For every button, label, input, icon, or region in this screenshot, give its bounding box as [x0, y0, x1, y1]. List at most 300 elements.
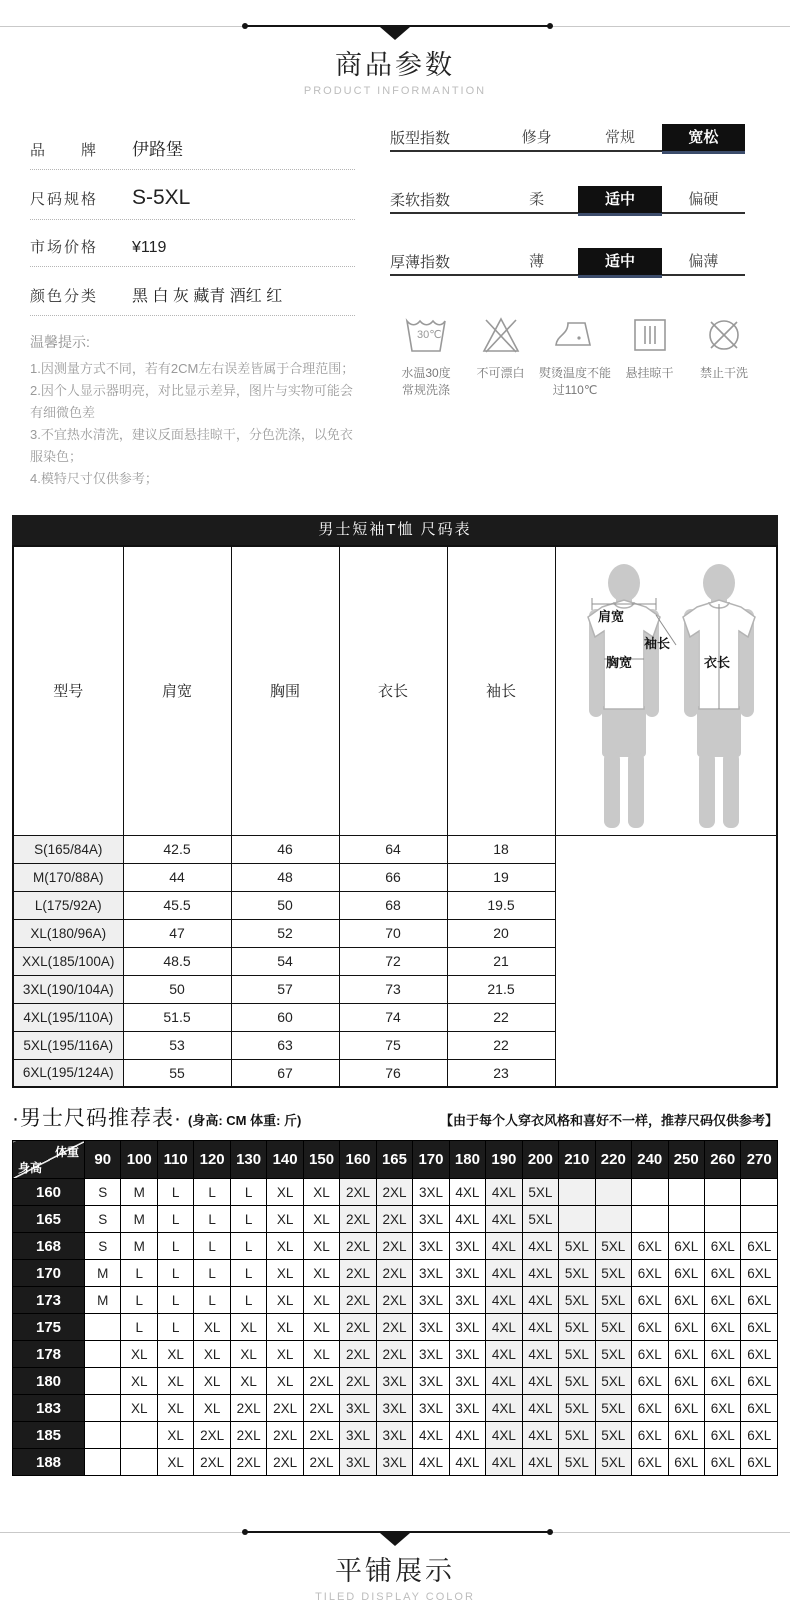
size-value-cell: 63 [231, 1031, 339, 1059]
recommend-row [13, 1395, 778, 1422]
recommend-size-cell: 5XL [595, 1449, 631, 1476]
recommend-size-cell: 5XL [595, 1341, 631, 1368]
footer-title: 平铺展示 [335, 1556, 455, 1587]
recommend-size-cell: 5XL [559, 1368, 595, 1395]
recommend-size-cell: 3XL [376, 1422, 412, 1449]
size-value-cell: 70 [339, 919, 447, 947]
size-value-cell: 52 [231, 919, 339, 947]
tips-line: 3.不宜热水清洗，建议反面悬挂晾干，分色洗涤，以免衣服染色； [30, 427, 353, 465]
recommend-size-cell: 5XL [595, 1422, 631, 1449]
recommend-size-cell: 4XL [486, 1341, 522, 1368]
info-value: 伊路堡 [132, 140, 183, 159]
recommend-side-note: 【由于每个人穿衣风格和喜好不一样，推荐尺码仅供参考】 [439, 1113, 778, 1129]
diagram-label-shoulder: 肩宽 [597, 608, 624, 624]
care-item [465, 311, 537, 400]
care-icons-row [390, 311, 760, 400]
svg-text:30℃: 30℃ [417, 329, 442, 341]
size-value-cell: 20 [447, 919, 555, 947]
recommend-size-cell: 3XL [340, 1395, 376, 1422]
height-header-cell: 185 [13, 1422, 85, 1449]
recommend-size-cell: 5XL [559, 1260, 595, 1287]
recommend-size-cell: 4XL [486, 1395, 522, 1422]
col-header-shoulder: 肩宽 [123, 546, 231, 836]
recommend-size-cell: XL [157, 1341, 193, 1368]
size-value-cell: 19 [447, 863, 555, 891]
recommend-size-cell [595, 1179, 631, 1206]
recommend-size-cell: L [194, 1287, 230, 1314]
size-model-cell: 3XL(190/104A) [13, 975, 123, 1003]
col-header-sleeve: 袖长 [447, 546, 555, 836]
tips-line: 1.因测量方式不同，若有2CM左右误差皆属于合理范围； [30, 361, 355, 376]
size-value-cell: 47 [123, 919, 231, 947]
size-value-cell: 50 [231, 891, 339, 919]
col-header-chest: 胸围 [231, 546, 339, 836]
weight-header-cell: 240 [632, 1141, 668, 1179]
index-row [390, 125, 745, 152]
index-option: 柔 [529, 191, 545, 208]
recommend-size-cell: 2XL [376, 1260, 412, 1287]
recommend-size-cell [559, 1179, 595, 1206]
recommend-row [13, 1314, 778, 1341]
recommend-size-cell: 2XL [376, 1179, 412, 1206]
info-label: 品牌 [30, 142, 96, 159]
recommend-size-cell: 5XL [559, 1341, 595, 1368]
weight-header-cell: 200 [522, 1141, 558, 1179]
recommend-size-cell: 6XL [741, 1287, 778, 1314]
size-value-cell: 50 [123, 975, 231, 1003]
recommend-size-cell: 4XL [449, 1179, 485, 1206]
recommend-row [13, 1179, 778, 1206]
recommend-size-cell: 2XL [303, 1449, 339, 1476]
recommend-size-cell: 4XL [522, 1368, 558, 1395]
index-rows [390, 125, 760, 276]
weight-header-cell: 120 [194, 1141, 230, 1179]
recommend-size-cell: 4XL [522, 1287, 558, 1314]
index-option-active: 适中 [578, 186, 661, 213]
recommend-size-cell: 2XL [376, 1206, 412, 1233]
recommend-size-cell: 6XL [632, 1395, 668, 1422]
recommend-size-cell: L [230, 1179, 266, 1206]
recommend-size-cell: L [121, 1314, 157, 1341]
recommend-size-cell [121, 1449, 157, 1476]
recommend-size-cell: XL [157, 1422, 193, 1449]
recommend-size-cell: L [230, 1260, 266, 1287]
weight-header-cell: 210 [559, 1141, 595, 1179]
info-label: 尺码规格 [30, 191, 96, 208]
recommend-size-cell: M [121, 1179, 157, 1206]
recommend-size-cell: 6XL [741, 1260, 778, 1287]
recommend-size-cell: 4XL [486, 1422, 522, 1449]
recommend-size-cell: 6XL [668, 1449, 704, 1476]
recommend-size-cell: 4XL [486, 1449, 522, 1476]
recommend-size-cell: 2XL [340, 1314, 376, 1341]
recommend-size-cell: XL [121, 1368, 157, 1395]
info-value: 黑 白 灰 藏青 酒红 红 [132, 288, 283, 305]
size-table-row [13, 1031, 777, 1059]
size-value-cell: 75 [339, 1031, 447, 1059]
weight-header-cell: 160 [340, 1141, 376, 1179]
recommend-size-cell: XL [121, 1341, 157, 1368]
recommend-size-cell: 3XL [449, 1395, 485, 1422]
recommend-size-cell: 5XL [595, 1233, 631, 1260]
diagram-label-length: 衣长 [703, 654, 730, 670]
size-value-cell: 19.5 [447, 891, 555, 919]
recommend-size-cell: 4XL [413, 1449, 449, 1476]
weight-header-cell: 190 [486, 1141, 522, 1179]
recommend-size-cell: 6XL [741, 1233, 778, 1260]
care-label [614, 365, 686, 382]
recommend-size-cell: XL [267, 1206, 303, 1233]
product-info-rows [30, 125, 355, 316]
index-option-active: 适中 [578, 248, 661, 275]
size-value-cell: 54 [231, 947, 339, 975]
recommend-size-cell: 6XL [668, 1287, 704, 1314]
size-value-cell: 57 [231, 975, 339, 1003]
divider-triangle-icon [380, 1533, 410, 1546]
care-label [465, 365, 537, 382]
recommend-size-cell: M [85, 1287, 121, 1314]
height-header-cell: 165 [13, 1206, 85, 1233]
info-row [30, 273, 355, 316]
recommend-size-cell [668, 1179, 704, 1206]
recommend-size-cell: XL [194, 1341, 230, 1368]
recommend-row [13, 1260, 778, 1287]
recommend-size-cell: 6XL [632, 1233, 668, 1260]
recommend-size-cell: 6XL [704, 1287, 740, 1314]
size-table-row [13, 1003, 777, 1031]
corner-height-label: 身高 [18, 1161, 43, 1176]
recommend-size-cell: XL [194, 1314, 230, 1341]
recommend-size-cell: 2XL [230, 1449, 266, 1476]
product-params-header [0, 0, 790, 97]
recommend-size-cell: 4XL [486, 1233, 522, 1260]
info-row [30, 176, 355, 220]
recommend-size-cell: L [121, 1260, 157, 1287]
index-label: 厚薄指数 [390, 254, 451, 271]
recommend-size-cell: 3XL [376, 1368, 412, 1395]
recommend-size-cell: XL [194, 1395, 230, 1422]
recommend-size-cell: 2XL [194, 1422, 230, 1449]
recommend-size-cell: 6XL [704, 1422, 740, 1449]
recommend-size-cell: 6XL [668, 1341, 704, 1368]
size-value-cell: 73 [339, 975, 447, 1003]
tips-line: 2.因个人显示器明亮，对比显示差异，图片与实物可能会有细微色差 [30, 383, 353, 421]
index-options [495, 248, 745, 275]
height-header-cell: 180 [13, 1368, 85, 1395]
recommend-size-cell: 3XL [413, 1287, 449, 1314]
height-header-cell: 188 [13, 1449, 85, 1476]
page-subtitle: PRODUCT INFORMANTION [303, 85, 487, 97]
recommend-size-cell: 4XL [522, 1422, 558, 1449]
recommend-size-cell: XL [267, 1341, 303, 1368]
recommend-size-cell: 2XL [303, 1395, 339, 1422]
weight-header-cell: 250 [668, 1141, 704, 1179]
index-option: 偏硬 [688, 191, 719, 208]
size-table-row [13, 1059, 777, 1087]
recommend-size-cell: 3XL [449, 1287, 485, 1314]
size-value-cell: 18 [447, 835, 555, 863]
index-label: 版型指数 [390, 130, 451, 147]
size-value-cell: 22 [447, 1031, 555, 1059]
size-model-cell: XXL(185/100A) [13, 947, 123, 975]
recommend-size-cell: L [230, 1287, 266, 1314]
recommend-size-cell: 3XL [340, 1422, 376, 1449]
recommend-size-cell: 2XL [340, 1260, 376, 1287]
tshirt-diagram-svg [556, 547, 776, 831]
recommend-size-cell: 3XL [449, 1341, 485, 1368]
size-table [12, 545, 778, 1089]
size-value-cell: 21 [447, 947, 555, 975]
recommend-size-cell: XL [303, 1314, 339, 1341]
care-label-line: 水温30度 [401, 366, 451, 380]
size-value-cell: 53 [123, 1031, 231, 1059]
recommend-size-cell: 3XL [413, 1368, 449, 1395]
recommend-size-cell: 2XL [376, 1287, 412, 1314]
recommend-size-cell: XL [267, 1260, 303, 1287]
recommend-size-cell: 2XL [303, 1368, 339, 1395]
recommend-size-cell: XL [267, 1368, 303, 1395]
recommend-row [13, 1233, 778, 1260]
recommend-size-cell: XL [303, 1287, 339, 1314]
recommend-section [12, 1102, 778, 1476]
recommend-size-cell: M [85, 1260, 121, 1287]
recommend-size-cell: 4XL [449, 1422, 485, 1449]
size-value-cell: 46 [231, 835, 339, 863]
size-table-header-row [13, 546, 777, 836]
recommend-size-cell: 6XL [741, 1395, 778, 1422]
care-item [539, 311, 611, 400]
size-table-row [13, 919, 777, 947]
recommend-size-cell: 3XL [413, 1233, 449, 1260]
size-model-cell: 6XL(195/124A) [13, 1059, 123, 1087]
recommend-size-cell: XL [157, 1449, 193, 1476]
recommend-size-cell: 4XL [522, 1341, 558, 1368]
recommend-size-cell: 5XL [595, 1287, 631, 1314]
no-dryclean-icon [688, 311, 760, 357]
recommend-size-cell: 6XL [632, 1449, 668, 1476]
weight-header-cell: 180 [449, 1141, 485, 1179]
recommend-size-cell [85, 1422, 121, 1449]
recommend-size-cell: S [85, 1206, 121, 1233]
recommend-row [13, 1449, 778, 1476]
index-options [495, 124, 745, 151]
recommend-size-cell: 3XL [376, 1449, 412, 1476]
size-table-row [13, 975, 777, 1003]
recommend-size-cell: L [194, 1233, 230, 1260]
care-label-line: 不可漂白 [476, 366, 525, 380]
size-table-row [13, 835, 777, 863]
recommend-size-cell [741, 1179, 778, 1206]
recommend-size-cell: XL [267, 1314, 303, 1341]
recommend-row [13, 1287, 778, 1314]
diagram-label-chest: 胸宽 [605, 654, 632, 670]
size-value-cell: 22 [447, 1003, 555, 1031]
recommend-size-cell: 5XL [595, 1314, 631, 1341]
recommend-size-cell: 5XL [595, 1260, 631, 1287]
recommend-size-cell: 2XL [340, 1179, 376, 1206]
index-options [495, 186, 745, 213]
recommend-size-cell: 4XL [486, 1260, 522, 1287]
iron-low-icon [539, 311, 611, 357]
recommend-size-cell: 4XL [486, 1206, 522, 1233]
recommend-size-cell [121, 1422, 157, 1449]
recommend-size-cell [85, 1449, 121, 1476]
col-header-length: 衣长 [339, 546, 447, 836]
recommend-size-cell: L [121, 1287, 157, 1314]
recommend-row [13, 1341, 778, 1368]
recommend-size-cell: L [230, 1233, 266, 1260]
recommend-size-cell: L [194, 1260, 230, 1287]
recommend-size-cell: 5XL [595, 1368, 631, 1395]
care-item [614, 311, 686, 400]
size-value-cell: 21.5 [447, 975, 555, 1003]
corner-weight-label: 体重 [54, 1145, 79, 1160]
recommend-size-cell: 6XL [668, 1233, 704, 1260]
corner-cell [13, 1141, 85, 1179]
care-label [688, 365, 760, 382]
weight-header-cell: 270 [741, 1141, 778, 1179]
recommend-table-body [13, 1179, 778, 1476]
size-value-cell: 74 [339, 1003, 447, 1031]
recommend-size-cell: 6XL [741, 1368, 778, 1395]
weight-header-cell: 165 [376, 1141, 412, 1179]
size-value-cell: 42.5 [123, 835, 231, 863]
height-header-cell: 170 [13, 1260, 85, 1287]
size-table-body [13, 835, 777, 1087]
recommend-size-cell: M [121, 1206, 157, 1233]
recommend-size-cell: 5XL [559, 1422, 595, 1449]
recommend-size-cell: 6XL [704, 1260, 740, 1287]
recommend-size-cell: 4XL [449, 1206, 485, 1233]
recommend-size-cell: 4XL [522, 1395, 558, 1422]
recommend-size-cell: XL [267, 1179, 303, 1206]
recommend-size-cell: 6XL [632, 1341, 668, 1368]
care-item [390, 311, 462, 400]
size-value-cell: 44 [123, 863, 231, 891]
recommend-size-cell: 2XL [376, 1233, 412, 1260]
recommend-size-cell: 2XL [376, 1314, 412, 1341]
recommend-size-cell [85, 1341, 121, 1368]
recommend-size-cell: 6XL [704, 1314, 740, 1341]
recommend-size-cell: L [157, 1206, 193, 1233]
height-header-cell: 168 [13, 1233, 85, 1260]
recommend-size-cell [559, 1206, 595, 1233]
recommend-size-cell [85, 1368, 121, 1395]
recommend-size-cell: 4XL [486, 1314, 522, 1341]
recommend-size-cell: XL [303, 1206, 339, 1233]
wash-30-icon [390, 311, 462, 357]
height-header-cell: 178 [13, 1341, 85, 1368]
recommend-size-cell: 5XL [559, 1314, 595, 1341]
recommend-size-cell: 4XL [522, 1233, 558, 1260]
recommend-size-cell: 2XL [267, 1422, 303, 1449]
recommend-size-cell: 2XL [303, 1422, 339, 1449]
care-label [539, 365, 611, 400]
recommend-size-cell: L [157, 1314, 193, 1341]
size-value-cell: 60 [231, 1003, 339, 1031]
recommend-size-cell: L [157, 1260, 193, 1287]
recommend-size-cell: XL [267, 1287, 303, 1314]
size-value-cell: 72 [339, 947, 447, 975]
weight-header-cell: 130 [230, 1141, 266, 1179]
height-header-cell: 175 [13, 1314, 85, 1341]
size-value-cell: 76 [339, 1059, 447, 1087]
index-row [390, 249, 745, 276]
size-model-cell: 5XL(195/116A) [13, 1031, 123, 1059]
recommend-size-cell: XL [157, 1368, 193, 1395]
recommend-size-cell: 2XL [340, 1368, 376, 1395]
size-table-row [13, 891, 777, 919]
size-table-row [13, 863, 777, 891]
recommend-size-cell: XL [303, 1179, 339, 1206]
recommend-size-cell: 3XL [413, 1260, 449, 1287]
care-label-line: 悬挂晾干 [625, 366, 674, 380]
weight-header-cell: 170 [413, 1141, 449, 1179]
recommend-size-cell [704, 1206, 740, 1233]
index-row [390, 187, 745, 214]
height-header-cell: 173 [13, 1287, 85, 1314]
recommend-size-cell: XL [230, 1314, 266, 1341]
recommend-header [12, 1102, 778, 1132]
recommend-size-cell: L [157, 1287, 193, 1314]
recommend-size-cell: 6XL [632, 1314, 668, 1341]
weight-header-cell: 150 [303, 1141, 339, 1179]
recommend-size-cell: 6XL [704, 1368, 740, 1395]
tips-title: 温馨提示: [30, 334, 90, 350]
recommend-size-cell: 3XL [449, 1314, 485, 1341]
size-model-cell: 4XL(195/110A) [13, 1003, 123, 1031]
recommend-size-cell: 3XL [413, 1341, 449, 1368]
recommend-size-cell: 2XL [230, 1395, 266, 1422]
recommend-size-cell: M [121, 1233, 157, 1260]
weight-header-cell: 90 [85, 1141, 121, 1179]
size-model-cell: XL(180/96A) [13, 919, 123, 947]
size-model-cell: L(175/92A) [13, 891, 123, 919]
recommend-size-cell: 4XL [486, 1179, 522, 1206]
care-label-line: 熨烫温度不能 [539, 366, 612, 380]
recommend-size-cell: 6XL [704, 1449, 740, 1476]
recommend-size-cell [741, 1206, 778, 1233]
size-table-row [13, 947, 777, 975]
recommend-size-cell: 4XL [522, 1449, 558, 1476]
size-table-title: 男士短袖T恤 尺码表 [12, 515, 778, 545]
recommend-size-cell [668, 1206, 704, 1233]
recommend-size-cell: 3XL [449, 1233, 485, 1260]
size-value-cell: 48 [231, 863, 339, 891]
height-header-cell: 160 [13, 1179, 85, 1206]
recommend-size-cell: 6XL [668, 1368, 704, 1395]
recommend-size-cell: 4XL [522, 1314, 558, 1341]
divider-triangle-icon [380, 27, 410, 40]
recommend-size-cell: 5XL [559, 1287, 595, 1314]
recommend-size-cell: 2XL [376, 1341, 412, 1368]
tips-line: 4.模特尺寸仅供参考； [30, 471, 158, 487]
index-option-active: 宽松 [662, 124, 745, 151]
recommend-size-cell: L [157, 1179, 193, 1206]
recommend-size-cell: 6XL [632, 1287, 668, 1314]
recommend-size-cell: 5XL [559, 1395, 595, 1422]
weight-header-cell: 140 [267, 1141, 303, 1179]
recommend-size-cell: 5XL [522, 1206, 558, 1233]
recommend-size-cell: 2XL [340, 1206, 376, 1233]
index-option: 薄 [529, 253, 545, 270]
recommend-size-cell: 2XL [340, 1341, 376, 1368]
recommend-size-cell [85, 1395, 121, 1422]
size-value-cell: 68 [339, 891, 447, 919]
recommend-size-cell: 3XL [376, 1395, 412, 1422]
tips-lines [30, 358, 355, 491]
recommend-size-cell: 6XL [741, 1314, 778, 1341]
